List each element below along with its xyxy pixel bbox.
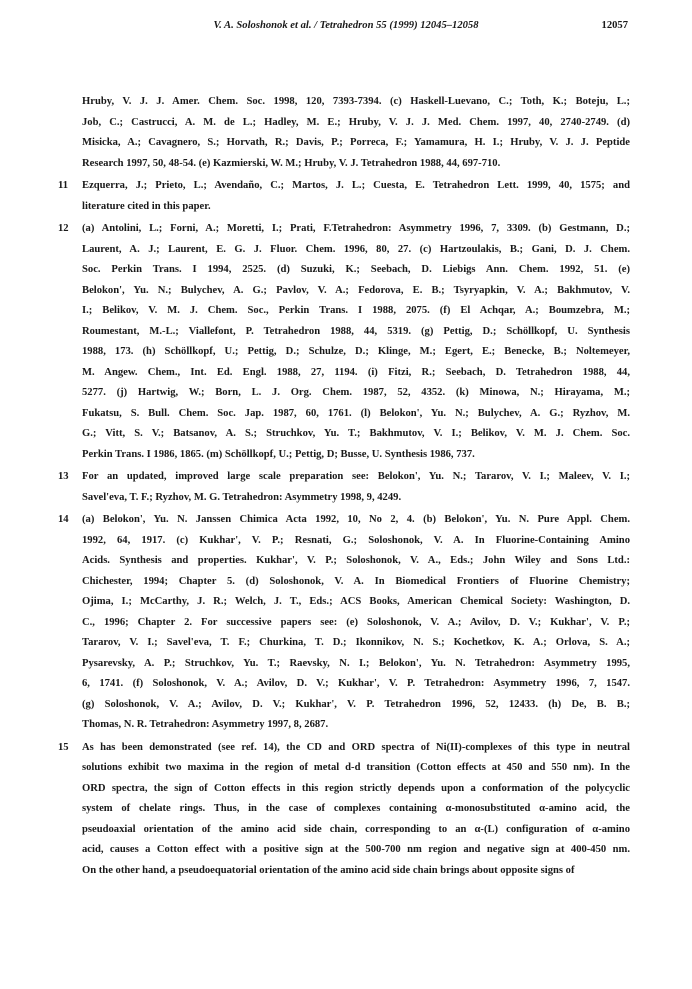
reference-line: literature cited in this paper. [82,200,211,212]
reference-line: Fukatsu, S. Bull. Chem. Soc. Jap. 1987, 60, 1761. (l) Belokon', Yu. N.; Bulychev, A. G.; Ryzhov, M. [82,407,630,419]
reference-line: C., 1996; Chapter 2. For successive papers see: (e) Soloshonok, V. A.; Avilov, D. V.; Kukhar', V. P.; [82,616,630,628]
reference-line: Pysarevsky, A. P.; Struchkov, Yu. T.; Raevsky, N. I.; Belokon', Yu. N. Tetrahedron: Asymmetry 1995, [82,657,630,669]
reference-line: I.; Belikov, V. M. J. Chem. Soc., Perkin Trans. I 1988, 2075. (f) El Achqar, A.; Boumzebra, M.; [82,305,630,316]
reference-line: Job, C.; Castrucci, A. M. de L.; Hadley, M. E.; Hruby, V. J. J. Med. Chem. 1997, 40, 2740-2749. (d) [82,116,630,128]
reference-line: As has been demonstrated (see ref. 14), the CD and ORD spectra of Ni(II)-complexes of this type in neutral [82,741,630,753]
reference-text [82,176,630,217]
reference-line: Ezquerra, J.; Prieto, L.; Avendaño, C.; Martos, J. L.; Cuesta, E. Tetrahedron Lett. 1999, 40, 1575; and [82,180,630,191]
reference-line: Acids. Synthesis and properties. Kukhar', V. P.; Soloshonok, V. A., Eds.; John Wiley and Sons Ltd.: [82,555,630,566]
reference-line: Savel'eva, T. F.; Ryzhov, M. G. Tetrahedron: Asymmetry 1998, 9, 4249. [82,491,402,503]
reference-number: 15 [58,741,69,753]
running-title: V. A. Soloshonok et al. / Tetrahedron 55 (1999) 12045–12058 [213,20,479,31]
reference-line: Thomas, N. R. Tetrahedron: Asymmetry 1997, 8, 2687. [82,719,329,730]
reference-line: 5277. (j) Hartwig, W.; Born, L. J. Org. Chem. 1987, 52, 4352. (k) Minowa, N.; Hirayama, M.; [82,387,630,398]
reference-list [58,92,630,883]
page-number: 12057 [601,20,628,31]
reference-line: Laurent, A. J.; Laurent, E. G. J. Fluor. Chem. 1996, 80, 27. (c) Hartzoulakis, B.; Gani, D. J. Chem. [82,243,630,255]
reference-line: On the other hand, a pseudoequatorial orientation of the amino acid side chain brings about opposite signs of [82,864,575,876]
reference-line: Perkin Trans. I 1986, 1865. (m) Schöllkopf, U.; Pettig, D; Busse, U. Synthesis 1986, 737. [82,448,475,460]
reference-line: Misicka, A.; Cavagnero, S.; Horvath, R.; Davis, P.; Porreca, F.; Yamamura, H. I.; Hruby, V. J. J. Peptide [82,137,630,148]
reference-line: (a) Belokon', Yu. N. Janssen Chimica Acta 1992, 10, No 2, 4. (b) Belokon', Yu. N. Pure Appl. Chem. [82,514,630,525]
reference-number: 13 [58,471,69,482]
reference-line: 1992, 64, 1917. (c) Kukhar', V. P.; Resnati, G.; Soloshonok, V. A. In Fluorine-Containing Amino [82,534,630,546]
reference-line: Roumestant, M.-L.; Viallefont, P. Tetrahedron 1988, 44, 5319. (g) Pettig, D.; Schöllkopf, U. Synthesis [82,325,630,337]
reference-line: Soc. Perkin Trans. I 1994, 2525. (d) Suzuki, K.; Seebach, D. Liebigs Ann. Chem. 1992, 51. (e) [82,264,630,275]
reference-number: 14 [58,514,69,525]
reference-line: Belokon', Yu. N.; Bulychev, A. G.; Pavlov, V. A.; Fedorova, E. B.; Tsyryapkin, V. A.; Bakhmutov, V. [82,284,630,296]
reference-line: pseudoaxial orientation of the amino acid side chain, corresponding to an α-(L) configuration of α-amino [82,823,630,835]
reference-line: Tararov, V. I.; Savel'eva, T. F.; Churkina, T. D.; Ikonnikov, N. S.; Kochetkov, K. A.; Orlova, S. A.; [82,637,630,648]
reference-line: 1988, 173. (h) Schöllkopf, U.; Pettig, D.; Schulze, D.; Klinge, M.; Egert, E.; Benecke, B.; Noltemeyer, [82,346,630,357]
reference-text [82,467,630,508]
reference-text [82,738,630,882]
reference-item [58,92,630,174]
reference-text [82,92,630,174]
reference-number: 11 [58,180,69,191]
reference-line: Chichester, 1994; Chapter 5. (d) Soloshonok, V. A. In Biomedical Frontiers of Fluorine Chemistry; [82,575,630,587]
reference-line: 6, 1741. (f) Soloshonok, V. A.; Avilov, D. V.; Kukhar', V. P. Tetrahedron: Asymmetry 1996, 7, 1547. [82,678,630,689]
reference-number: 12 [58,223,69,234]
reference-item [58,176,630,217]
reference-line: For an updated, improved large scale preparation see: Belokon', Yu. N.; Tararov, V. I.; Maleev, V. I.; [82,471,630,482]
reference-line: system of chelate rings. Thus, in the case of complexes containing α-monosubstituted α-amino acid, the [82,803,630,814]
reference-line: G.; Vitt, S. V.; Batsanov, A. S.; Struchkov, Yu. T.; Bakhmutov, V. I.; Belikov, V. M. J. Chem. Soc. [82,428,630,439]
reference-line: (a) Antolini, L.; Forni, A.; Moretti, I.; Prati, F.Tetrahedron: Asymmetry 1996, 7, 3309. (b) Gestmann, D.; [82,223,630,234]
reference-line: acid, causes a Cotton effect with a positive sign at the 500-700 nm region and negative sign at 400-450 nm. [82,844,630,855]
reference-line: (g) Soloshonok, V. A.; Avilov, D. V.; Kukhar', V. P. Tetrahedron 1996, 52, 12433. (h) De, B. B.; [82,698,630,710]
reference-text [82,219,630,465]
reference-item [58,738,630,882]
reference-item [58,510,630,736]
running-header [0,20,692,44]
reference-line: Hruby, V. J. J. Amer. Chem. Soc. 1998, 120, 7393-7394. (c) Haskell-Luevano, C.; Toth, K.; Boteju, L.; [82,96,630,107]
reference-item [58,467,630,508]
reference-line: ORD spectra, the sign of Cotton effects in this region strictly depends upon a conformation of the polycyclic [82,782,630,794]
reference-line: Research 1997, 50, 48-54. (e) Kazmierski, W. M.; Hruby, V. J. Tetrahedron 1988, 44, 697-710. [82,157,501,169]
reference-line: M. Angew. Chem., Int. Ed. Engl. 1988, 27, 1194. (i) Fitzi, R.; Seebach, D. Tetrahedron 1988, 44, [82,366,630,378]
reference-item [58,219,630,465]
reference-text [82,510,630,736]
reference-line: Ojima, I.; McCarthy, J. R.; Welch, J. T., Eds.; ACS Books, American Chemical Society: Washington, D. [82,596,630,607]
reference-line: solutions exhibit two maxima in the region of metal d-d transition (Cotton effects at 450 and 550 nm). In the [82,762,630,773]
